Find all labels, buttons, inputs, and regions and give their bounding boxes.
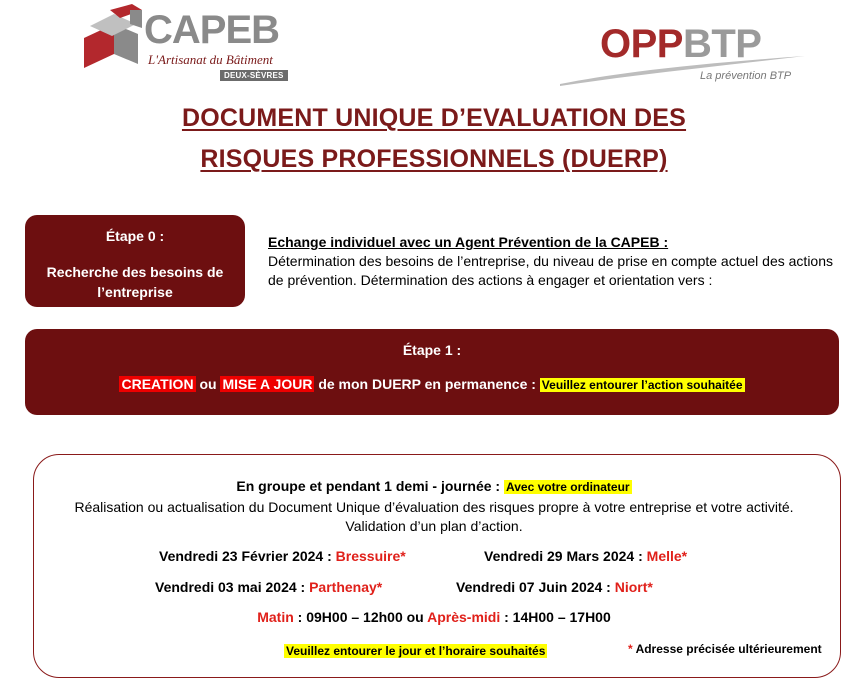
- afternoon-hours: : 14H00 – 17H00: [504, 609, 611, 625]
- session-place: Parthenay*: [309, 579, 383, 595]
- session-option[interactable]: [484, 548, 687, 564]
- etape-1-or: ou: [199, 376, 217, 392]
- etape-0-description-heading: Echange individuel avec un Agent Prévention de la CAPEB :: [268, 234, 669, 250]
- document-title-line-2: RISQUES PROFESSIONNELS (DUERP): [200, 145, 668, 173]
- session-place: Niort*: [614, 579, 653, 595]
- schedule-line: [0, 609, 868, 625]
- group-session-validation: Validation d’un plan d’action.: [345, 518, 523, 534]
- creation-option[interactable]: CREATION: [121, 376, 194, 392]
- oppbtp-logo-opp: OPP: [600, 22, 683, 66]
- session-date: Vendredi 29 Mars 2024 :: [484, 548, 643, 564]
- etape-0-description-body: Détermination des besoins de l’entreprise, du niveau de prise en compte actuel des actions de prévention. Détermination des actions à engager et orientation vers :: [268, 253, 833, 288]
- session-option[interactable]: [159, 548, 406, 564]
- session-date: Vendredi 07 Juin 2024 :: [456, 579, 611, 595]
- group-session-intro: [0, 478, 868, 494]
- morning-hours: : 09H00 – 12h00 ou: [297, 609, 424, 625]
- mise-a-jour-option[interactable]: MISE A JOUR: [222, 376, 313, 392]
- etape-0-description: [268, 233, 843, 290]
- session-option[interactable]: [155, 579, 382, 595]
- capeb-logo-tagline: L'Artisanat du Bâtiment: [148, 52, 273, 67]
- etape-0-heading: Étape 0 :: [105, 228, 165, 244]
- session-place: Bressuire*: [335, 548, 406, 564]
- afternoon-label[interactable]: Après-midi: [427, 609, 501, 625]
- etape-0-box-text: Recherche des besoins de l’entreprise: [46, 264, 224, 300]
- oppbtp-logo-name: [600, 24, 761, 64]
- address-note-star: *: [628, 642, 633, 656]
- oppbtp-logo: [560, 18, 805, 88]
- etape-0-box: [25, 215, 245, 307]
- oppbtp-logo-tagline: La prévention BTP: [700, 70, 792, 82]
- morning-label[interactable]: Matin: [257, 609, 294, 625]
- etape-1-action-line: [25, 376, 839, 392]
- group-footer-note: [284, 642, 547, 658]
- etape-1-heading: Étape 1 :: [402, 342, 462, 358]
- capeb-logo: [80, 4, 284, 84]
- document-title-line-1: DOCUMENT UNIQUE D’EVALUATION DES: [181, 104, 687, 132]
- session-date: Vendredi 23 Février 2024 :: [159, 548, 332, 564]
- group-session-description: Réalisation ou actualisation du Document Unique d’évaluation des risques propre à votre entreprise et votre activité.: [74, 499, 794, 515]
- address-note-text: Adresse précisée ultérieurement: [635, 642, 822, 656]
- etape-1-rest: de mon DUERP en permanence :: [318, 376, 536, 392]
- etape-1-box: [25, 329, 839, 415]
- group-session-title: En groupe et pendant 1 demi - journée :: [236, 478, 501, 494]
- group-session-laptop-note: Avec votre ordinateur: [506, 480, 630, 494]
- capeb-cube-icon: [80, 4, 146, 80]
- session-date: Vendredi 03 mai 2024 :: [155, 579, 306, 595]
- session-option[interactable]: [456, 579, 653, 595]
- oppbtp-logo-btp: BTP: [682, 22, 762, 66]
- capeb-logo-name: CAPEB: [144, 8, 280, 52]
- address-note: [628, 642, 822, 656]
- etape-1-note: Veuillez entourer l’action souhaitée: [541, 378, 743, 392]
- session-place: Melle*: [646, 548, 688, 564]
- group-footer-note-text: Veuillez entourer le jour et l’horaire souhaités: [286, 644, 546, 658]
- capeb-logo-department: DEUX-SÈVRES: [220, 70, 288, 81]
